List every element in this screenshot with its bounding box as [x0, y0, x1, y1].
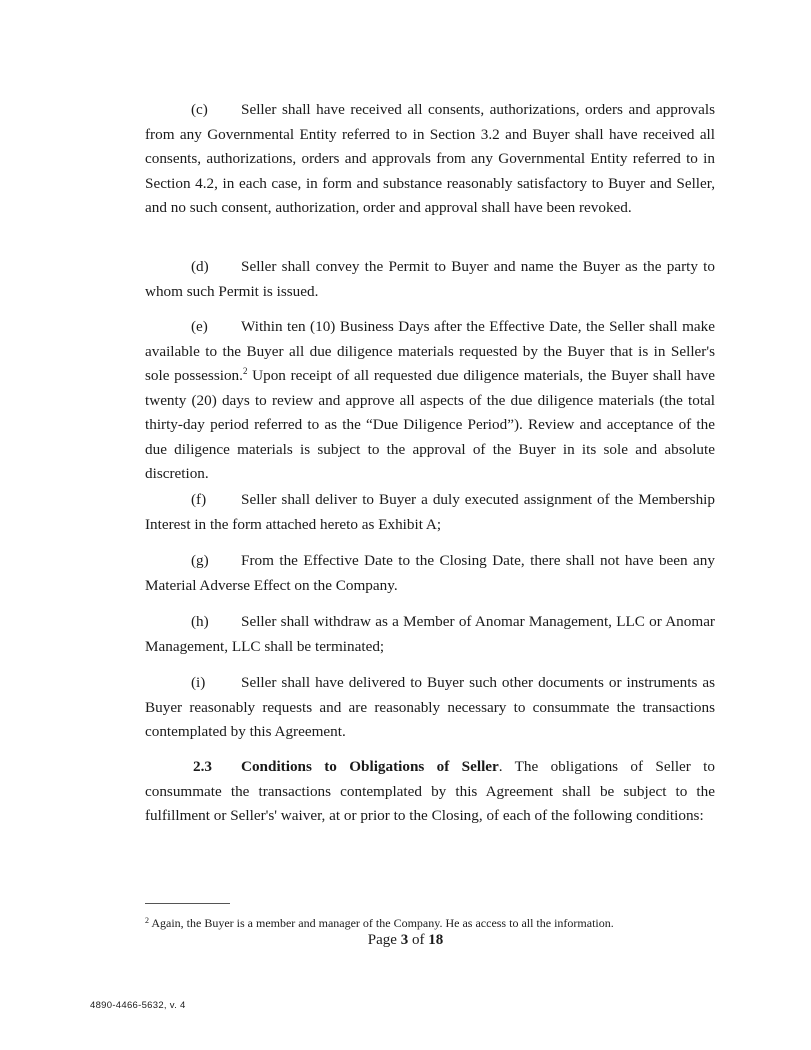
- page-number-total: 18: [428, 932, 444, 948]
- section-2-3: [145, 755, 715, 829]
- page-number-middle: of: [408, 932, 429, 948]
- paragraph-g: [145, 549, 715, 598]
- footnote-divider: [145, 903, 230, 904]
- document-id: 4890-4466-5632, v. 4: [90, 1000, 186, 1011]
- paragraph-c: [145, 98, 715, 221]
- page-number-current: 3: [400, 932, 409, 948]
- paragraph-text: Seller shall deliver to Buyer a duly executed assignment of the Membership Interest in the form attached hereto as Exhibit A;: [145, 491, 715, 533]
- paragraph-text: Seller shall have delivered to Buyer such other documents or instruments as Buyer reasonably requests and are reasonably necessary to consummate the transactions contemplated by this Agreement.: [145, 674, 715, 740]
- footnote-reference: 2: [242, 366, 248, 376]
- section-heading: Conditions to Obligations of Seller: [241, 758, 499, 775]
- paragraph-text: Seller shall have received all consents, authorizations, orders and approvals from any Governmental Entity referred to in Section 3.2 and Buyer shall have received all consents, authorizations, orders and approvals from any Governmental Entity referred to in Section 4.2, in each case, in form and substance reasonably satisfactory to Buyer and Seller, and no such consent, authorization, order and approval shall have been revoked.: [145, 101, 715, 216]
- paragraph-text: Within ten (10) Business Days after the Effective Date, the Seller shall make available to the Buyer all due diligence materials requested by the Buyer that is in Seller's sole possession.: [145, 318, 715, 384]
- page-number: [0, 932, 811, 949]
- paragraph-label: (e): [191, 318, 208, 335]
- paragraph-text: Seller shall withdraw as a Member of Anomar Management, LLC or Anomar Management, LLC shall be terminated;: [145, 613, 715, 655]
- paragraph-text: Seller shall convey the Permit to Buyer and name the Buyer as the party to whom such Permit is issued.: [145, 258, 715, 300]
- section-number: 2.3: [193, 758, 212, 775]
- paragraph-e: [145, 315, 715, 487]
- paragraph-label: (i): [191, 674, 206, 691]
- footnote-text: Again, the Buyer is a member and manager of the Company. He as access to all the information.: [149, 916, 614, 930]
- paragraph-i: [145, 671, 715, 745]
- paragraph-f: [145, 488, 715, 537]
- paragraph-label: (f): [191, 491, 207, 508]
- paragraph-d: [145, 255, 715, 304]
- paragraph-h: [145, 610, 715, 659]
- paragraph-label: (d): [191, 258, 209, 275]
- paragraph-text-continued: Upon receipt of all requested due diligence materials, the Buyer shall have twenty (20) days to review and approve all aspects of the due diligence materials (the total thirty-day period referred to as the “Due Diligence Period”). Review and acceptance of the due diligence materials is subject to the approval of the Buyer in its sole and absolute discretion.: [145, 367, 715, 482]
- page-number-prefix: Page: [367, 932, 401, 948]
- paragraph-text: From the Effective Date to the Closing Date, there shall not have been any Material Adverse Effect on the Company.: [145, 552, 715, 594]
- paragraph-label: (h): [191, 613, 209, 630]
- paragraph-label: (g): [191, 552, 209, 569]
- footnote-number: 2: [145, 916, 149, 925]
- footnote: [145, 916, 614, 931]
- section-text: . The obligations of Seller to consummate the transactions contemplated by this Agreement shall be subject to the fulfillment or Seller's' waiver, at or prior to the Closing, of each of the following conditions:: [145, 758, 715, 824]
- paragraph-label: (c): [191, 101, 208, 118]
